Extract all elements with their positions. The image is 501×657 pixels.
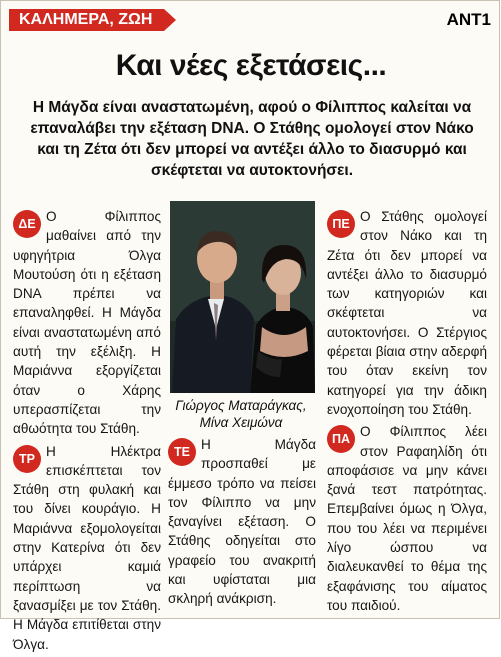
episode-de: [13, 207, 161, 439]
article-lead: Η Μάγδα είναι αναστατωμένη, αφού ο Φίλιππος καλείται να επαναλάβει την εξέταση DNA. Ο Στάθης ομολογεί στον Νάκο και τη Ζέτα ότι δεν μπορεί να αντέξει άλλο το διασυρμό και σκέφτεται να αυτοκτονήσει.: [30, 99, 474, 179]
episode-pa: [327, 422, 487, 615]
center-column: [168, 435, 316, 612]
right-column: [327, 207, 487, 618]
episode-te-text: Η Μάγδα προσπαθεί με έμμεσο τρόπο να πείσει τον Φίλιππο να μην ξαναγίνει εξέταση. Ο Στάθης οδηγείται στο γραφείο του ανακριτή και υφίσταται μια σκληρή ανάκριση.: [168, 437, 316, 607]
episode-tr: [13, 442, 161, 654]
episode-pe-text: Ο Στάθης ομολογεί στον Νάκο και τη Ζέτα ότι δεν μπορεί να αντέξει άλλο το διασυρμό των κατηγοριών και σκέφτεται να αυτοκτονήσει. Ο Στέργιος φέρεται βίαια στην αδερφή του όταν εκείνη τον κατηγορεί για την άδικη ενοχοποίηση του Στάθη.: [327, 209, 487, 417]
episode-de-text: Ο Φίλιππος μαθαίνει από την υφηγήτρια Όλγα Μουτούση ότι η εξέταση DNA πρέπει να επαναληφθεί. Η Μάγδα είναι αναστατωμένη από αυτή την εξέλιξη. Η Μαριάννα εξοργίζεται όταν ο Χάρης υπερασπίζεται την αθωότητα του Στάθη.: [13, 209, 161, 437]
section-label: ΚΑΛΗΜΕΡΑ, ΖΩΗ: [9, 9, 164, 31]
episode-te: [168, 435, 316, 609]
day-badge-te: ΤΕ: [168, 438, 196, 466]
channel-name: ANT1: [446, 10, 491, 29]
cast-photo: [170, 201, 315, 393]
header-bar: [9, 7, 493, 33]
left-column: [13, 207, 161, 657]
episode-tr-text: Η Ηλέκτρα επισκέπτεται τον Στάθη στη φυλακή και του δίνει κουράγιο. Η Μαριάννα εξομολογείται στην Κατερίνα ότι δεν υπάρχει καμιά περίπτωση να ξανασμίξει με τον Στάθη. Η Μάγδα επιτίθεται στην Όλγα.: [13, 443, 161, 652]
cast-photo-illustration: [170, 201, 315, 393]
day-badge-pe: ΠΕ: [327, 210, 355, 238]
article-headline: Και νέες εξετάσεις...: [115, 49, 387, 82]
day-badge-pa: ΠΑ: [327, 425, 355, 453]
episode-pa-text: Ο Φίλιππος λέει στον Ραφαηλίδη ότι αποφάσισε να μην κάνει ξανά τεστ πατρότητας. Επεμβαίνει όμως η Όλγα, που του λέει να περιμένει λίγο ώσπου να διαλευκανθεί το θέμα της εξαφάνισης του αίματος του παιδιού.: [327, 424, 487, 613]
day-badge-tr: ΤΡ: [13, 445, 41, 473]
day-badge-de: ΔΕ: [13, 210, 41, 238]
episode-pe: [327, 207, 487, 419]
photo-caption: Γιώργος Ματαράγκας, Μίνα Χειμώνα: [175, 398, 307, 430]
